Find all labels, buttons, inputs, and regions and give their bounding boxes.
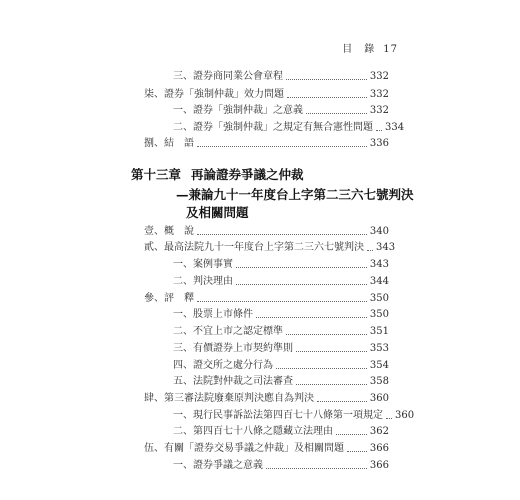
toc-entry <box>173 104 389 118</box>
toc-entry <box>173 342 389 356</box>
toc-entry-page: 354 <box>369 360 389 371</box>
chapter-number: 第十三章 <box>131 167 182 182</box>
leader-dots <box>276 368 367 369</box>
toc-entry-page: 332 <box>369 71 389 82</box>
toc-entry <box>173 258 389 272</box>
toc-entry <box>173 325 389 339</box>
leader-dots <box>286 79 367 80</box>
toc-entry-page: 360 <box>395 410 415 421</box>
chapter-subtitle-continued: 及相關問題 <box>186 205 249 220</box>
toc-entry-page: 350 <box>369 309 389 320</box>
leader-dots <box>197 146 367 147</box>
leader-dots <box>376 130 382 131</box>
toc-entry-label: 四、證交所之處分行為 <box>173 360 273 371</box>
toc-entry-label: 一、證券「強制仲裁」之意義 <box>173 105 303 116</box>
toc-entry-label: 五、法院對仲裁之司法審查 <box>173 376 293 387</box>
toc-entry-page: 353 <box>369 343 389 354</box>
leader-dots <box>317 401 367 402</box>
toc-entry-page: 344 <box>369 276 389 287</box>
toc-entry <box>144 241 396 255</box>
toc-entry <box>173 308 389 322</box>
toc-entry-page: 351 <box>369 326 389 337</box>
leader-dots <box>367 250 373 251</box>
toc-entry-page: 362 <box>369 426 389 437</box>
toc-entry-label: 貳、最高法院九十一年度台上字第二三六七號判決 <box>144 242 364 253</box>
toc-entry <box>173 409 415 423</box>
toc-entry-label: 肆、第三審法院廢棄原判決應自為判決 <box>144 393 314 404</box>
toc-entry-label: 三、證券商同業公會章程 <box>173 71 283 82</box>
leader-dots <box>386 418 392 419</box>
toc-entry <box>173 425 389 439</box>
toc-entry-label: 一、股票上市條件 <box>173 309 253 320</box>
leader-dots <box>256 317 367 318</box>
chapter-subtitle: —兼論九十一年度台上字第二三六七號判決 <box>176 187 414 202</box>
toc-entry <box>144 137 389 151</box>
toc-entry <box>144 88 389 102</box>
toc-entry-label: 二、證券「強制仲裁」之規定有無合憲性問題 <box>173 122 373 133</box>
toc-entry <box>173 459 389 473</box>
header-title: 目 錄 <box>342 44 376 55</box>
toc-entry-page: 336 <box>369 138 389 149</box>
toc-entry-page: 343 <box>376 242 396 253</box>
toc-entry <box>144 292 389 306</box>
toc-entry-label: 一、現行民事訴訟法第四百七十八條第一項規定 <box>173 410 383 421</box>
toc-entry-page: 334 <box>385 122 405 133</box>
chapter-heading <box>131 165 304 183</box>
toc-entry-label: 二、不宜上市之認定標準 <box>173 326 283 337</box>
leader-dots <box>236 284 367 285</box>
toc-entry-label: 捌、結 語 <box>144 138 194 149</box>
toc-entry-label: 柒、證券「強制仲裁」效力問題 <box>144 89 284 100</box>
toc-entry <box>144 392 389 406</box>
toc-entry-page: 350 <box>369 293 389 304</box>
toc-entry-page: 332 <box>369 89 389 100</box>
toc-entry-label: 三、有價證券上市契約準則 <box>173 343 293 354</box>
toc-entry-page: 340 <box>369 226 389 237</box>
toc-entry <box>144 442 389 456</box>
toc-entry-page: 360 <box>369 393 389 404</box>
toc-entry <box>144 225 389 239</box>
header-page-number: 17 <box>383 44 398 55</box>
leader-dots <box>287 97 367 98</box>
toc-entry-label: 一、證券爭議之意義 <box>173 460 263 471</box>
leader-dots <box>197 234 367 235</box>
toc-entry-label: 參、評 釋 <box>144 293 194 304</box>
leader-dots <box>236 267 367 268</box>
toc-entry-page: 358 <box>369 376 389 387</box>
toc-entry-label: 二、第四百七十八條之隱藏立法理由 <box>173 426 333 437</box>
chapter-title: 再論證券爭議之仲裁 <box>191 167 304 182</box>
leader-dots <box>336 434 367 435</box>
toc-entry-page: 332 <box>369 105 389 116</box>
leader-dots <box>266 468 367 469</box>
leader-dots <box>296 384 367 385</box>
leader-dots <box>306 113 367 114</box>
toc-entry <box>173 359 389 373</box>
toc-entry-page: 366 <box>369 443 389 454</box>
toc-entry-label: 壹、概 說 <box>144 226 194 237</box>
toc-entry-page: 343 <box>369 259 389 270</box>
leader-dots <box>197 301 367 302</box>
toc-entry-label: 伍、有關「證券交易爭議之仲裁」及相關問題 <box>144 443 344 454</box>
toc-entry <box>173 70 389 84</box>
toc-entry <box>173 275 389 289</box>
running-header <box>0 40 398 55</box>
toc-entry <box>173 121 405 135</box>
toc-entry-page: 366 <box>369 460 389 471</box>
leader-dots <box>296 351 367 352</box>
toc-entry-label: 二、判決理由 <box>173 276 233 287</box>
leader-dots <box>286 334 367 335</box>
toc-entry <box>173 375 389 389</box>
toc-entry-label: 一、案例事實 <box>173 259 233 270</box>
leader-dots <box>347 451 367 452</box>
